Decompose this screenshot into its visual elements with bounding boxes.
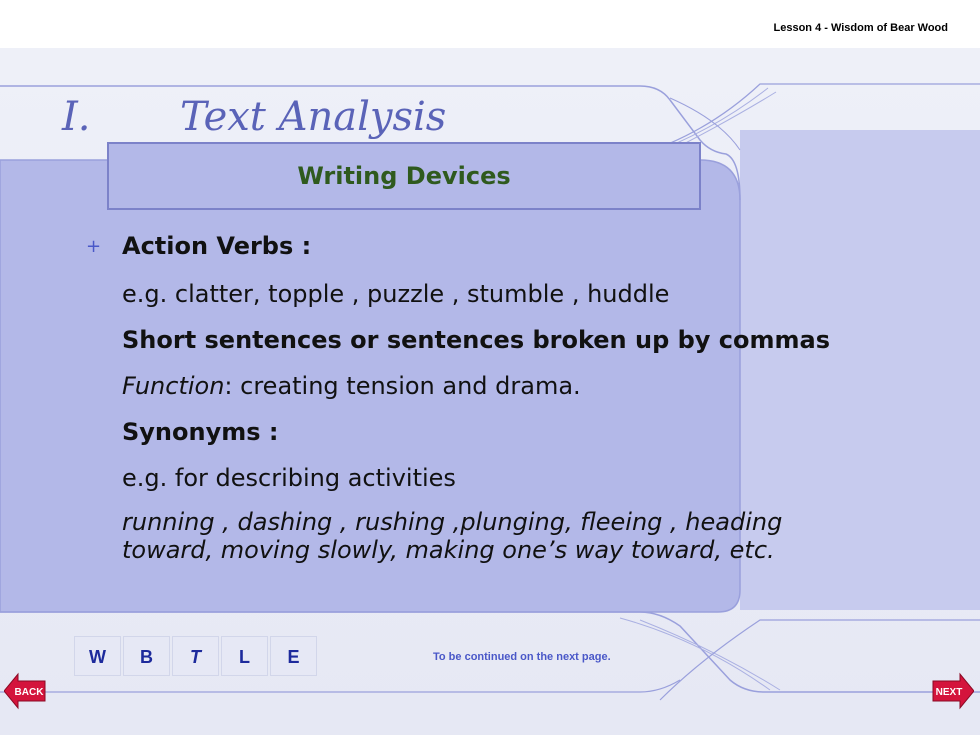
function-line [122,372,581,400]
back-button[interactable] [4,672,46,710]
section-number: I. [62,94,91,140]
action-verbs-heading: Action Verbs : [122,232,312,260]
page-title: Text Analysis [180,94,447,140]
nav-w-button[interactable]: W [74,636,121,676]
short-sentences-heading: Short sentences or sentences broken up by commas [122,326,831,354]
nav-e-button[interactable]: E [270,636,317,676]
continued-note: To be continued on the next page. [433,651,611,663]
lesson-header: Lesson 4 - Wisdom of Bear Wood [773,22,948,34]
subtitle: Writing Devices [297,162,511,190]
synonyms-line-2: toward, moving slowly, making one’s way toward, etc. [122,536,775,564]
nav-l-button[interactable]: L [221,636,268,676]
right-arrow-icon [933,674,974,708]
left-arrow-icon [4,674,45,708]
nav-b-button[interactable]: B [123,636,170,676]
synonyms-example: e.g. for describing activities [122,464,456,492]
nav-t-button[interactable]: T [172,636,219,676]
synonyms-line-1: running , dashing , rushing ,plunging, fleeing , heading [122,508,783,536]
subtitle-box [107,142,701,210]
next-label: NEXT [935,687,963,698]
next-button[interactable] [932,672,974,710]
function-label: Function [122,372,225,400]
action-verbs-example: e.g. clatter, topple , puzzle , stumble , huddle [122,280,670,308]
plus-icon: + [86,236,102,257]
synonyms-heading: Synonyms : [122,418,279,446]
back-label: BACK [14,687,44,698]
function-text: : creating tension and drama. [224,372,581,400]
